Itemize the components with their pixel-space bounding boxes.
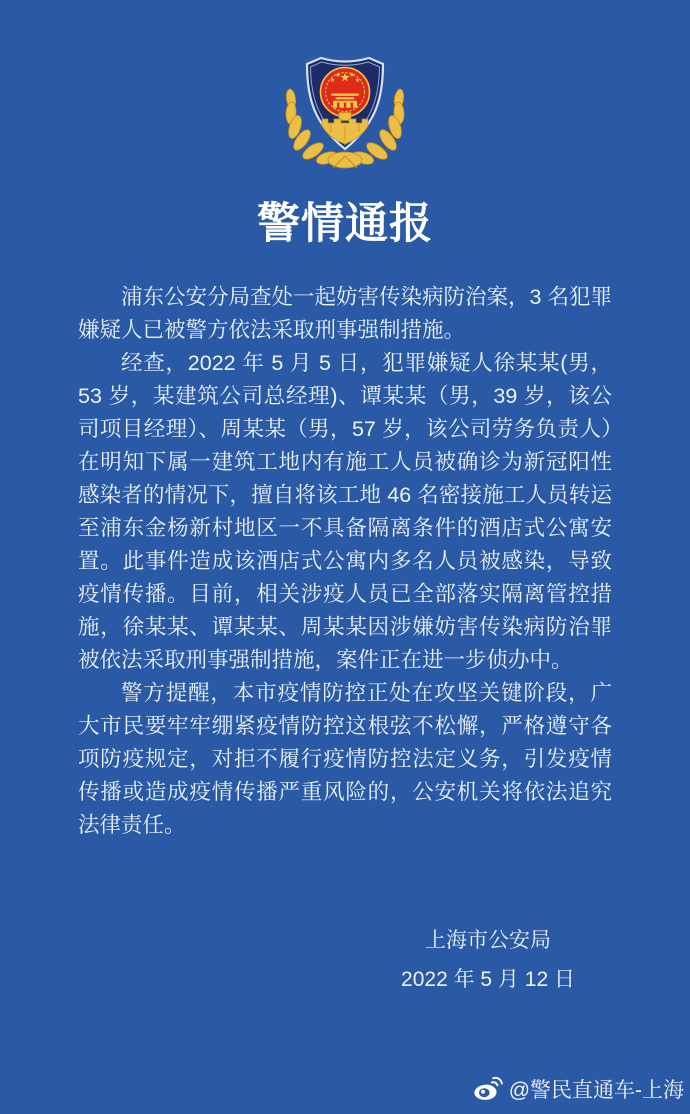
weibo-icon — [473, 1076, 503, 1102]
watermark — [473, 1074, 684, 1104]
notice-body — [78, 281, 612, 842]
police-emblem-icon — [278, 52, 412, 174]
signature-block — [358, 921, 618, 999]
watermark-text: @警民直通车-上海 — [508, 1079, 684, 1102]
notice-paragraph-1: 浦东公安分局查处一起妨害传染病防治案，3 名犯罪嫌疑人已被警方依法采取刑事强制措施。 — [78, 285, 612, 342]
issue-date: 2022 年 5 月 12 日 — [401, 968, 575, 991]
notice-paragraph-3: 警方提醒，本市疫情防控正处在攻坚关键阶段，广大市民要牢牢绷紧疫情防控这根弦不松懈，严格遵守各项防疫规定，对拒不履行疫情防控法定义务，引发疫情传播或造成疫情传播严重风险的，公安机关将依法追究法律责任。 — [78, 681, 612, 837]
notice-title: 警情通报 — [257, 200, 433, 248]
issuer-name: 上海市公安局 — [425, 929, 551, 952]
notice-paragraph-2: 经查，2022 年 5 月 5 日，犯罪嫌疑人徐某某(男，53 岁，某建筑公司总经理)、谭某某（男，39 岁，该公司项目经理）、周某某（男，57 岁，该公司劳务负责人）在明知下属一建筑工地内有施工人员被确诊为新冠阳性感染者的情况下，擅自将该工地 46 名密接施工人员转运至浦东金杨新村地区一不具备隔离条件的酒店式公寓安置。此事件造成该酒店式公寓内多名人员被感染，导致疫情传播。目前，相关涉疫人员已全部落实隔离管控措施，徐某某、谭某某、周某某因涉嫌妨害传染病防治罪被依法采取刑事强制措施，案件正在进一步侦办中。 — [78, 351, 612, 672]
